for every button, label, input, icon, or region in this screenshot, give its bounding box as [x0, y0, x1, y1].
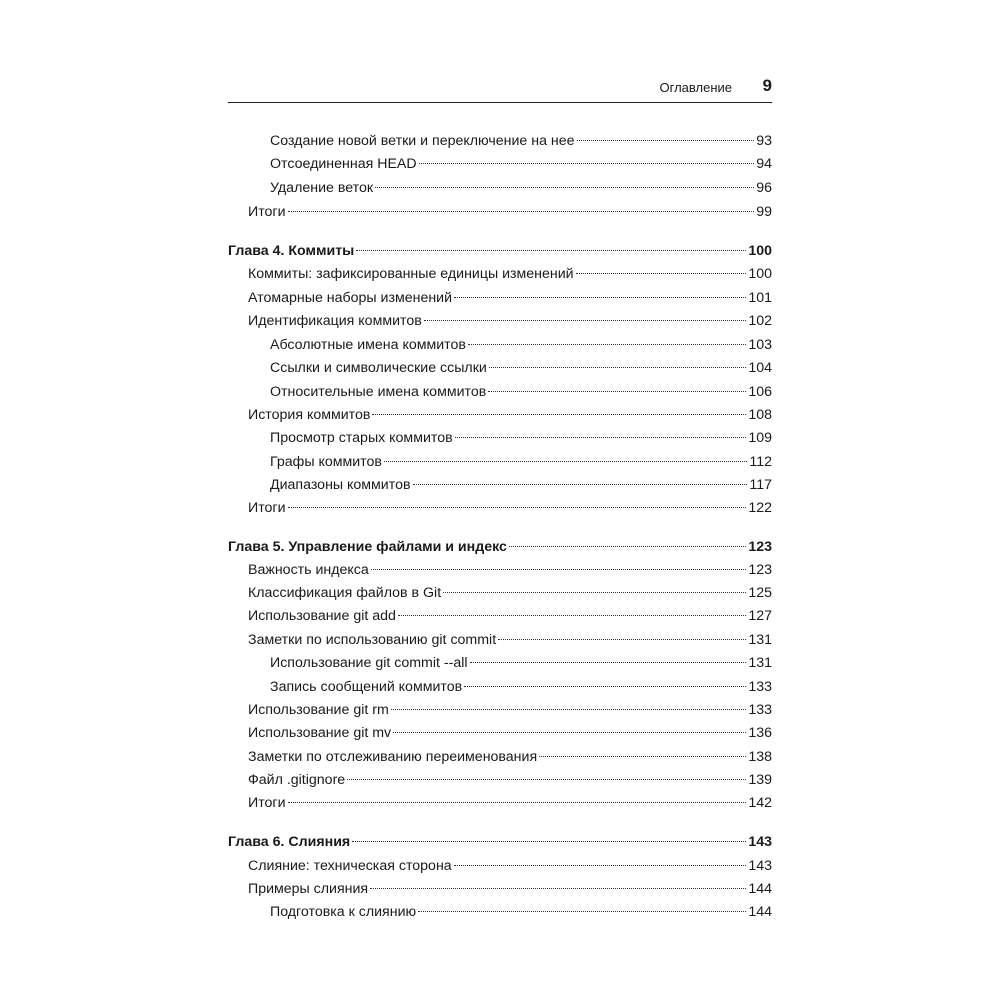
toc-entry-page: 103	[748, 337, 772, 353]
dot-leader	[288, 211, 755, 212]
toc-entry-page: 100	[748, 243, 772, 259]
page-header	[228, 76, 772, 103]
toc-entry	[228, 901, 772, 923]
dot-leader	[576, 273, 747, 274]
toc-entry	[228, 310, 772, 332]
toc-chapter-entry	[228, 240, 772, 262]
toc-entry	[228, 722, 772, 744]
toc-entry-page: 104	[748, 360, 772, 376]
toc-entry-page: 108	[748, 407, 772, 423]
toc-entry-page: 143	[748, 858, 772, 874]
toc-entry	[228, 263, 772, 285]
toc-entry-title: Заметки по использованию git commit	[248, 632, 497, 648]
toc-entry	[228, 177, 772, 199]
dot-leader	[509, 546, 746, 547]
toc-entry-title: Удаление веток	[270, 180, 374, 196]
toc-entry-title: Просмотр старых коммитов	[270, 430, 453, 446]
toc-entry-page: 112	[749, 454, 772, 470]
toc-entry	[228, 582, 772, 604]
toc-entry-title: Использование git commit --all	[270, 655, 468, 671]
toc-entry	[228, 629, 772, 651]
dot-leader	[454, 865, 747, 866]
dot-leader	[468, 344, 746, 345]
dot-leader	[393, 732, 746, 733]
dot-leader	[352, 841, 746, 842]
dot-leader	[371, 569, 747, 570]
toc-entry	[228, 130, 772, 152]
toc-entry	[228, 153, 772, 175]
toc-entry	[228, 334, 772, 356]
toc-entry-page: 133	[748, 702, 772, 718]
toc-entry-title: Создание новой ветки и переключение на нее	[270, 133, 575, 149]
toc-entry-title: Идентификация коммитов	[248, 313, 422, 329]
toc-entry-page: 93	[756, 133, 772, 149]
toc-entry-page: 144	[748, 881, 772, 897]
dot-leader	[443, 592, 746, 593]
toc-entry-page: 106	[748, 384, 772, 400]
toc-entry	[228, 451, 772, 473]
toc-entry-title: Итоги	[248, 204, 286, 220]
toc-entry	[228, 357, 772, 379]
toc-entry-title: История коммитов	[248, 407, 371, 423]
toc-entry-page: 131	[748, 632, 772, 648]
toc-entry-page: 117	[749, 477, 772, 493]
toc-chapter-entry	[228, 536, 772, 558]
toc-entry-page: 131	[748, 655, 772, 671]
toc-entry-title: Глава 5. Управление файлами и индекс	[228, 539, 507, 555]
dot-leader	[413, 484, 748, 485]
toc-entry-title: Глава 6. Слияния	[228, 834, 351, 850]
toc-entry-title: Итоги	[248, 795, 286, 811]
toc-entry	[228, 605, 772, 627]
toc-entry-page: 133	[748, 679, 772, 695]
toc-entry-title: Важность индекса	[248, 562, 369, 578]
toc-entry-title: Коммиты: зафиксированные единицы изменений	[248, 266, 574, 282]
dot-leader	[455, 437, 747, 438]
toc-entry	[228, 427, 772, 449]
dot-leader	[419, 163, 755, 164]
toc-entry-title: Использование git mv	[248, 725, 392, 741]
toc-entry-title: Абсолютные имена коммитов	[270, 337, 466, 353]
toc-entry-title: Использование git add	[248, 608, 396, 624]
toc-entry-page: 143	[748, 834, 772, 850]
toc-entry-page: 100	[748, 266, 772, 282]
toc-entry-title: Запись сообщений коммитов	[270, 679, 463, 695]
toc-entry	[228, 769, 772, 791]
dot-leader	[498, 639, 746, 640]
toc-entry	[228, 474, 772, 496]
toc-entry	[228, 287, 772, 309]
toc-entry-title: Графы коммитов	[270, 454, 382, 470]
toc-entry-page: 99	[756, 204, 772, 220]
toc-entry-title: Диапазоны коммитов	[270, 477, 411, 493]
toc-entry	[228, 878, 772, 900]
toc-entry-title: Итоги	[248, 500, 286, 516]
toc-entry-page: 122	[748, 500, 772, 516]
toc-entry-page: 144	[748, 904, 772, 920]
toc-entry	[228, 559, 772, 581]
running-title: Оглавление	[659, 80, 732, 95]
dot-leader	[398, 615, 746, 616]
toc-entry-title: Глава 4. Коммиты	[228, 243, 355, 259]
toc-entry-page: 139	[748, 772, 772, 788]
dot-leader	[347, 779, 746, 780]
toc-entry-title: Классификация файлов в Git	[248, 585, 442, 601]
toc-entry-title: Отсоединенная HEAD	[270, 156, 417, 172]
toc-entry-page: 123	[748, 539, 772, 555]
page-number: 9	[762, 76, 772, 95]
toc-entry-page: 102	[748, 313, 772, 329]
toc-entry-title: Заметки по отслеживанию переименования	[248, 749, 538, 765]
dot-leader	[424, 320, 747, 321]
dot-leader	[577, 140, 755, 141]
dot-leader	[288, 802, 747, 803]
toc-entry-page: 136	[748, 725, 772, 741]
toc-entry-page: 94	[756, 156, 772, 172]
toc-entry-page: 123	[748, 562, 772, 578]
toc-entry-title: Использование git rm	[248, 702, 389, 718]
toc-entry	[228, 746, 772, 768]
dot-leader	[539, 756, 746, 757]
toc-entry	[228, 676, 772, 698]
toc-entry	[228, 652, 772, 674]
dot-leader	[418, 911, 746, 912]
toc-entry-title: Подготовка к слиянию	[270, 904, 417, 920]
toc-entry-title: Примеры слияния	[248, 881, 369, 897]
toc-entry-page: 138	[748, 749, 772, 765]
dot-leader	[391, 709, 747, 710]
toc-entry	[228, 201, 772, 223]
dot-leader	[372, 414, 746, 415]
toc-entry	[228, 497, 772, 519]
toc-entry-page: 109	[748, 430, 772, 446]
toc-chapter-entry	[228, 831, 772, 853]
toc-entry-page: 96	[756, 180, 772, 196]
toc-entry	[228, 699, 772, 721]
toc-entry-title: Атомарные наборы изменений	[248, 290, 453, 306]
dot-leader	[370, 888, 746, 889]
toc-entry-title: Ссылки и символические ссылки	[270, 360, 487, 376]
toc-entry	[228, 792, 772, 814]
toc-entry	[228, 404, 772, 426]
dot-leader	[384, 461, 747, 462]
toc-entry-title: Относительные имена коммитов	[270, 384, 487, 400]
toc-entry-title: Файл .gitignore	[248, 772, 346, 788]
toc-entry	[228, 855, 772, 877]
dot-leader	[464, 686, 746, 687]
dot-leader	[489, 367, 747, 368]
dot-leader	[488, 391, 746, 392]
toc-entry-page: 127	[748, 608, 772, 624]
dot-leader	[454, 297, 746, 298]
dot-leader	[288, 507, 747, 508]
dot-leader	[356, 250, 746, 251]
toc-entry	[228, 381, 772, 403]
toc-entry-page: 125	[748, 585, 772, 601]
toc-entry-page: 101	[748, 290, 772, 306]
toc-entry-title: Слияние: техническая сторона	[248, 858, 452, 874]
dot-leader	[470, 662, 747, 663]
toc-entry-page: 142	[748, 795, 772, 811]
dot-leader	[375, 187, 754, 188]
